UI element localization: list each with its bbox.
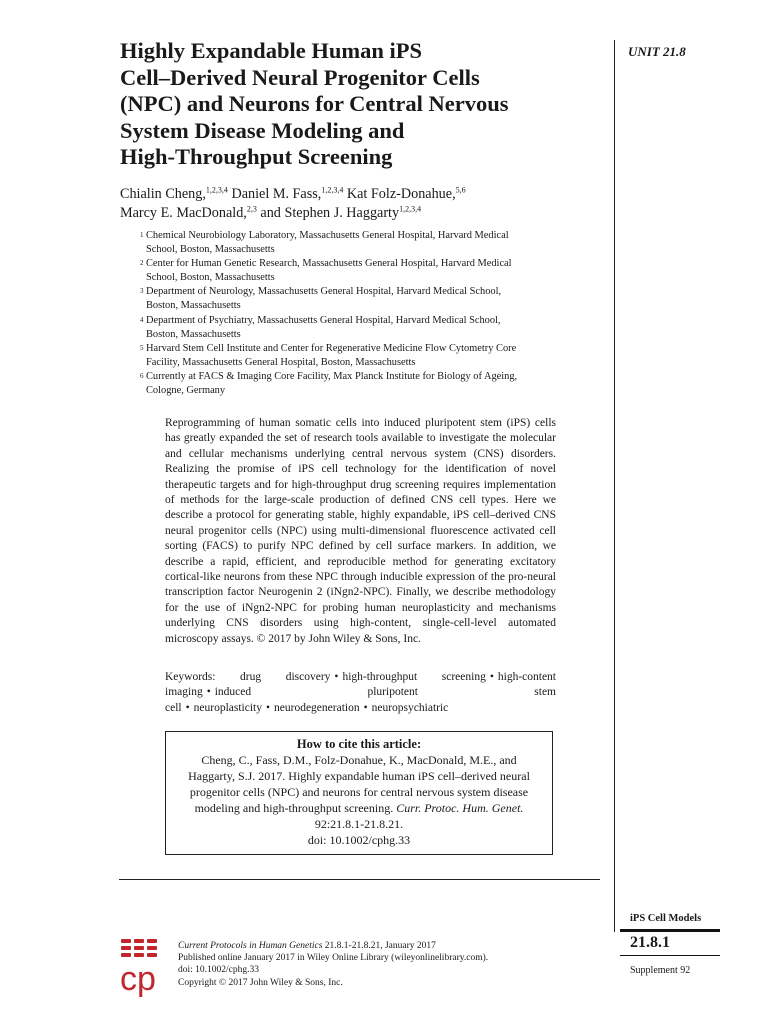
keyword-bullet: •	[363, 701, 368, 714]
citation-text	[166, 752, 552, 848]
citation-box	[165, 731, 553, 855]
footer-journal-details: 21.8.1-21.8.21, January 2017	[322, 941, 436, 951]
affiliation-line: Harvard Stem Cell Institute and Center for Regenerative Medicine Flow Cytometry Core	[146, 342, 517, 354]
page-number: 21.8.1	[630, 934, 670, 951]
affiliation-line: Boston, Massachusetts	[146, 328, 241, 340]
author-name: Marcy E. MacDonald,	[120, 205, 247, 221]
keyword-bullet: •	[185, 701, 190, 714]
keyword-bullet: •	[206, 686, 211, 699]
keyword: high-content imaging	[165, 671, 556, 699]
author-affil-sup: 1,2,3,4	[205, 185, 228, 195]
footer-journal-line	[178, 940, 598, 952]
affiliation-number: 2	[140, 259, 144, 268]
affiliation-line: Boston, Massachusetts	[146, 300, 241, 312]
affiliation-item	[140, 314, 580, 342]
affiliation-item	[140, 229, 580, 257]
keyword: neuroplasticity	[193, 701, 262, 714]
affiliation-line: Center for Human Genetic Research, Massachusetts General Hospital, Harvard Medical	[146, 258, 512, 270]
footer-info	[178, 940, 598, 989]
author-name: Chialin Cheng,	[120, 186, 206, 202]
affiliation-item	[140, 257, 580, 285]
affiliation-number: 4	[140, 315, 144, 324]
affiliation-line: Currently at FACS & Imaging Core Facility, Max Planck Institute for Biology of Ageing,	[146, 370, 518, 382]
keyword: induced pluripotent stem cell	[165, 686, 556, 714]
affiliation-number: 1	[140, 231, 144, 239]
supplement-label: Supplement 92	[630, 965, 691, 976]
vertical-rule	[614, 40, 615, 932]
section-label: iPS Cell Models	[630, 913, 702, 924]
affiliation-line: Facility, Massachusetts General Hospital, Boston, Massachusetts	[146, 356, 416, 368]
footer-copyright: Copyright © 2017 John Wiley & Sons, Inc.	[178, 977, 343, 988]
title-line: (NPC) and Neurons for Central Nervous	[120, 91, 509, 116]
abstract: Reprogramming of human somatic cells into induced pluripotent stem (iPS) cells has greatly expanded the set of research tools available to investigate the molecular and cellular mechanisms underlying central nervous system (CNS) disorders. Realizing the promise of iPS cell technology for the identification of novel therapeutic targets and for high-throughput drug screening requires implementation of methods for the large-scale production of defined CNS cell types. Here we describe a protocol for generating stable, highly expandable, iPS cell–derived CNS neural progenitor cells (NPC) using multi-dimensional fluorescence activated cell sorting (FACS) to purify NPC defined by cell surface markers. In addition, we describe a rapid, efficient, and reproducible method for generating excitatory cortical-like neurons from these NPC through inducible expression of the pro-neural transcription factor Neurogenin 2 (iNgn2-NPC). Finally, we describe methodology for the use of iNgn2-NPC for probing human neuroplasticity and mechanisms underlying CNS disorders using high-content, single-cell-level automated microscopy assays. © 2017 by John Wiley & Sons, Inc.	[165, 417, 556, 645]
footer-divider	[119, 879, 600, 880]
citation-journal: Curr. Protoc. Hum. Genet.	[396, 801, 524, 815]
affiliation-line: School, Boston, Massachusetts	[146, 272, 275, 284]
affiliation-list	[140, 229, 580, 398]
affiliation-line: Cologne, Germany	[146, 385, 226, 397]
author-affil-sup: 5,6	[455, 185, 466, 195]
title-line: Cell–Derived Neural Progenitor Cells	[120, 64, 480, 90]
author-name: Kat Folz-Donahue,	[346, 186, 456, 202]
affiliation-item	[140, 342, 580, 370]
keyword: drug discovery	[240, 671, 331, 683]
affiliation-number: 5	[140, 343, 144, 352]
keyword: neuropsychiatric	[371, 701, 449, 714]
affiliation-line: Department of Neurology, Massachusetts General Hospital, Harvard Medical School,	[146, 286, 502, 298]
author-affil-sup: 2,3	[246, 204, 257, 214]
keyword-bullet: •	[265, 701, 271, 714]
thick-rule	[620, 929, 720, 932]
author-affil-sup: 1,2,3,4	[321, 185, 344, 195]
title-line: High-Throughput Screening	[120, 144, 393, 169]
author-name: Daniel M. Fass,	[231, 186, 322, 202]
keyword: neurodegeneration	[274, 701, 360, 714]
author-affil-sup: 1,2,3,4	[399, 204, 422, 214]
author-list	[120, 185, 600, 223]
title-line: Highly Expandable Human iPS	[120, 38, 422, 63]
keywords	[165, 670, 556, 716]
thin-rule	[620, 955, 720, 956]
affiliation-number: 6	[140, 371, 144, 380]
affiliation-item	[140, 370, 580, 398]
citation-doi[interactable]: doi: 10.1002/cphg.33	[307, 833, 411, 847]
cp-logo-icon	[120, 938, 158, 998]
author-name: and Stephen J. Haggarty	[260, 205, 400, 221]
citation-pages: 92:21.8.1-21.8.21.	[314, 817, 404, 831]
affiliation-number: 3	[140, 287, 144, 296]
footer-doi[interactable]: doi: 10.1002/cphg.33	[178, 965, 260, 976]
keywords-label: Keywords:	[165, 671, 216, 683]
footer-published: Published online January 2017 in Wiley Online Library (wileyonlinelibrary.com).	[178, 953, 489, 964]
affiliation-line: Department of Psychiatry, Massachusetts General Hospital, Harvard Medical School,	[146, 314, 501, 326]
keyword-bullet: •	[334, 671, 339, 683]
logo-text: cp	[120, 960, 156, 998]
keyword: high-throughput screening	[342, 671, 486, 683]
affiliation-line: School, Boston, Massachusetts	[146, 244, 275, 256]
footer-journal: Current Protocols in Human Genetics	[178, 941, 323, 951]
unit-label: UNIT 21.8	[628, 44, 686, 59]
citation-heading: How to cite this article:	[296, 737, 422, 751]
article-title	[120, 38, 590, 171]
citation-reference: Cheng, C., Fass, D.M., Folz-Donahue, K., MacDonald, M.E., and Haggarty, S.J. 2017. Highly expandable human iPS cell–derived neural progenitor cells (NPC) and neurons for central nervous system disease modeling and high-throughput screening.	[188, 753, 530, 815]
keyword-bullet: •	[489, 671, 494, 683]
title-line: System Disease Modeling and	[120, 117, 405, 143]
affiliation-item	[140, 285, 580, 313]
affiliation-line: Chemical Neurobiology Laboratory, Massachusetts General Hospital, Harvard Medical	[146, 230, 509, 241]
